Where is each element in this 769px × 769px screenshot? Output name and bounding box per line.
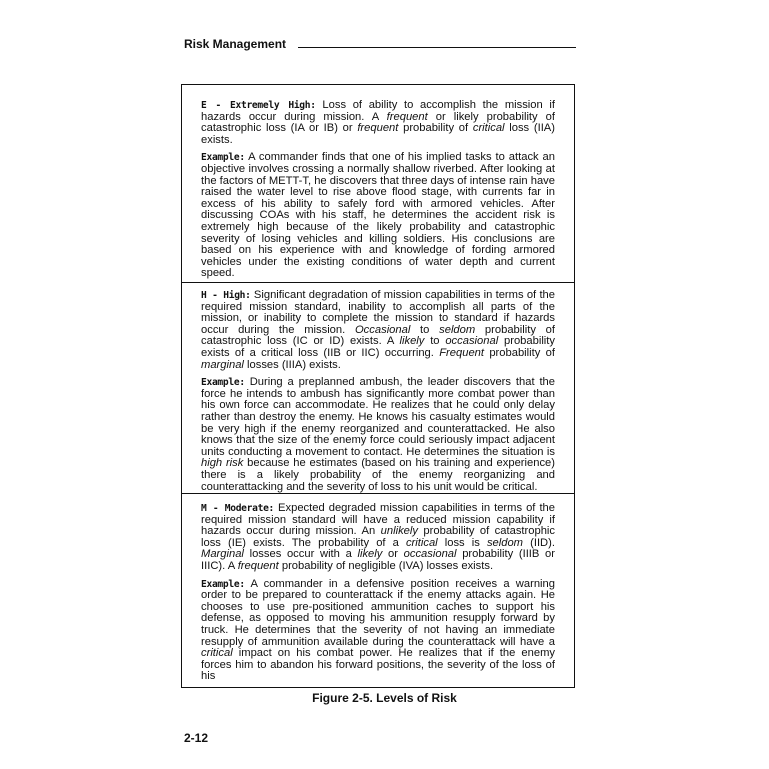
italic-term: seldom [439,323,476,336]
text-run: (IID). [523,536,555,549]
text-run: A commander finds that one of his implied tasks to attack an objective involves crossing a normally shallow riverbed. After looking at the factors of METT-T, he discovers that three days of intense rain have raised the water level to rise above flood stage, with currents far in excess of his ability to safely ford with armored vehicles. After discussing COAs with his staff, he determines the accident risk is extremely high because of the likely probability and catastrophic severity of losing vehicles and killing soldiers. His conclusions are based on his experience with and knowledge of fording armored vehicles under the existing conditions of water depth and current speed. [201,151,555,280]
italic-term: frequent [386,110,428,123]
example-paragraph [201,579,555,683]
risk-section-moderate [182,493,574,689]
italic-term: likely [357,548,383,561]
italic-term: critical [472,122,505,135]
text-run: or likely probability of catastrophic loss (IA or IB) or [201,110,555,135]
example-paragraph [201,377,555,493]
italic-term: unlikely [380,525,418,538]
definition-paragraph [201,503,555,573]
text-run: loss is [437,536,487,549]
example-label: Example: [201,152,245,164]
levels-of-risk-box [181,84,575,688]
italic-term: frequent [357,122,399,135]
example-text [201,578,555,683]
text-run: probability exists of a critical loss (IIB or IIC) occurring. [201,335,555,359]
definition-text [201,289,555,371]
italic-term: high risk [201,457,244,470]
italic-term: Frequent [439,346,484,359]
risk-level-label: H - High: [201,290,251,301]
example-text [201,151,555,279]
text-run: probability of [484,346,555,359]
running-header-title: Risk Management [184,37,287,51]
example-text [201,376,555,492]
risk-section-extremely-high [182,100,574,286]
text-run: Significant degradation of mission capabilities in terms of the required mission standard, inability to accomplish all parts of the mission, or inability to complete the mission to standard if hazards occur during the mission. [201,289,555,336]
text-run: losses occur with a [243,548,358,561]
page-number: 2-12 [184,731,209,745]
risk-level-label: E - Extremely High: [201,100,316,111]
italic-term: occasional [403,548,457,561]
text-run: probability (IIIB or IIIC). A [201,548,555,572]
header-rule [298,47,576,48]
text-run: Expected degraded mission capabilities in terms of the required mission standard will have a reduced mission capability if hazards occur during mission. An [201,502,555,538]
italic-term: Occasional [354,323,411,336]
italic-term: occasional [445,335,499,348]
text-run: because he estimates (based on his training and experience) there is a likely probability of the enemy reorganizing and counterattacking and the severity of loss to his unit would be critical. [201,457,555,493]
text-run: or [382,548,404,561]
text-run: to [410,323,440,336]
example-label: Example: [201,578,245,590]
text-run: losses (IIIA) exists. [243,358,341,371]
risk-level-label: M - Moderate: [201,503,275,514]
italic-term: Marginal [201,548,244,561]
figure-caption: Figure 2-5. Levels of Risk [312,691,457,705]
text-run: loss (IIA) exists. [201,122,555,146]
text-run: probability of [398,122,473,135]
example-label: Example: [201,377,245,389]
text-run: probability of negligible (IVA) losses exists. [278,559,494,572]
text-run: A commander in a defensive position receives a warning order to be prepared to counterattack if the enemy attacks again. He chooses to use pre-positioned ammunition caches to support his defense, as opposed to moving his ammunition resupply forward by truck. He determines that the severity of not having an immediate resupply of ammunition available during the counterattack will have a [201,577,555,648]
definition-paragraph [201,290,555,371]
italic-term: marginal [201,358,244,371]
italic-term: likely [399,335,425,348]
text-run: probability of catastrophic loss (IE) exists. The probability of a [201,525,555,549]
text-run: impact on his combat power. He realizes that if the enemy forces him to abandon his forward positions, the severity of the loss of his [201,647,555,683]
italic-term: seldom [486,536,524,549]
text-run: During a preplanned ambush, the leader discovers that the force he intends to ambush has significantly more combat power than his own force can accommodate. He realizes that he could only delay rather than destroy the enemy. He knows his casualty estimates would be very high if the enemy reorganized and counterattacked. He also knows that the size of the enemy force could seriously impact adjacent units conducting a movement to contact. He determines the situation is [201,376,555,458]
italic-term: critical [405,536,438,549]
risk-section-high [182,282,574,499]
definition-paragraph [201,100,555,146]
text-run: Loss of ability to accomplish the mission if hazards occur during mission. A [201,99,555,123]
example-paragraph [201,152,555,280]
text-run: probability of catastrophic loss (IC or ID) exists. A [201,323,555,348]
italic-term: frequent [237,559,279,572]
text-run: to [424,335,446,348]
italic-term: critical [201,647,233,660]
